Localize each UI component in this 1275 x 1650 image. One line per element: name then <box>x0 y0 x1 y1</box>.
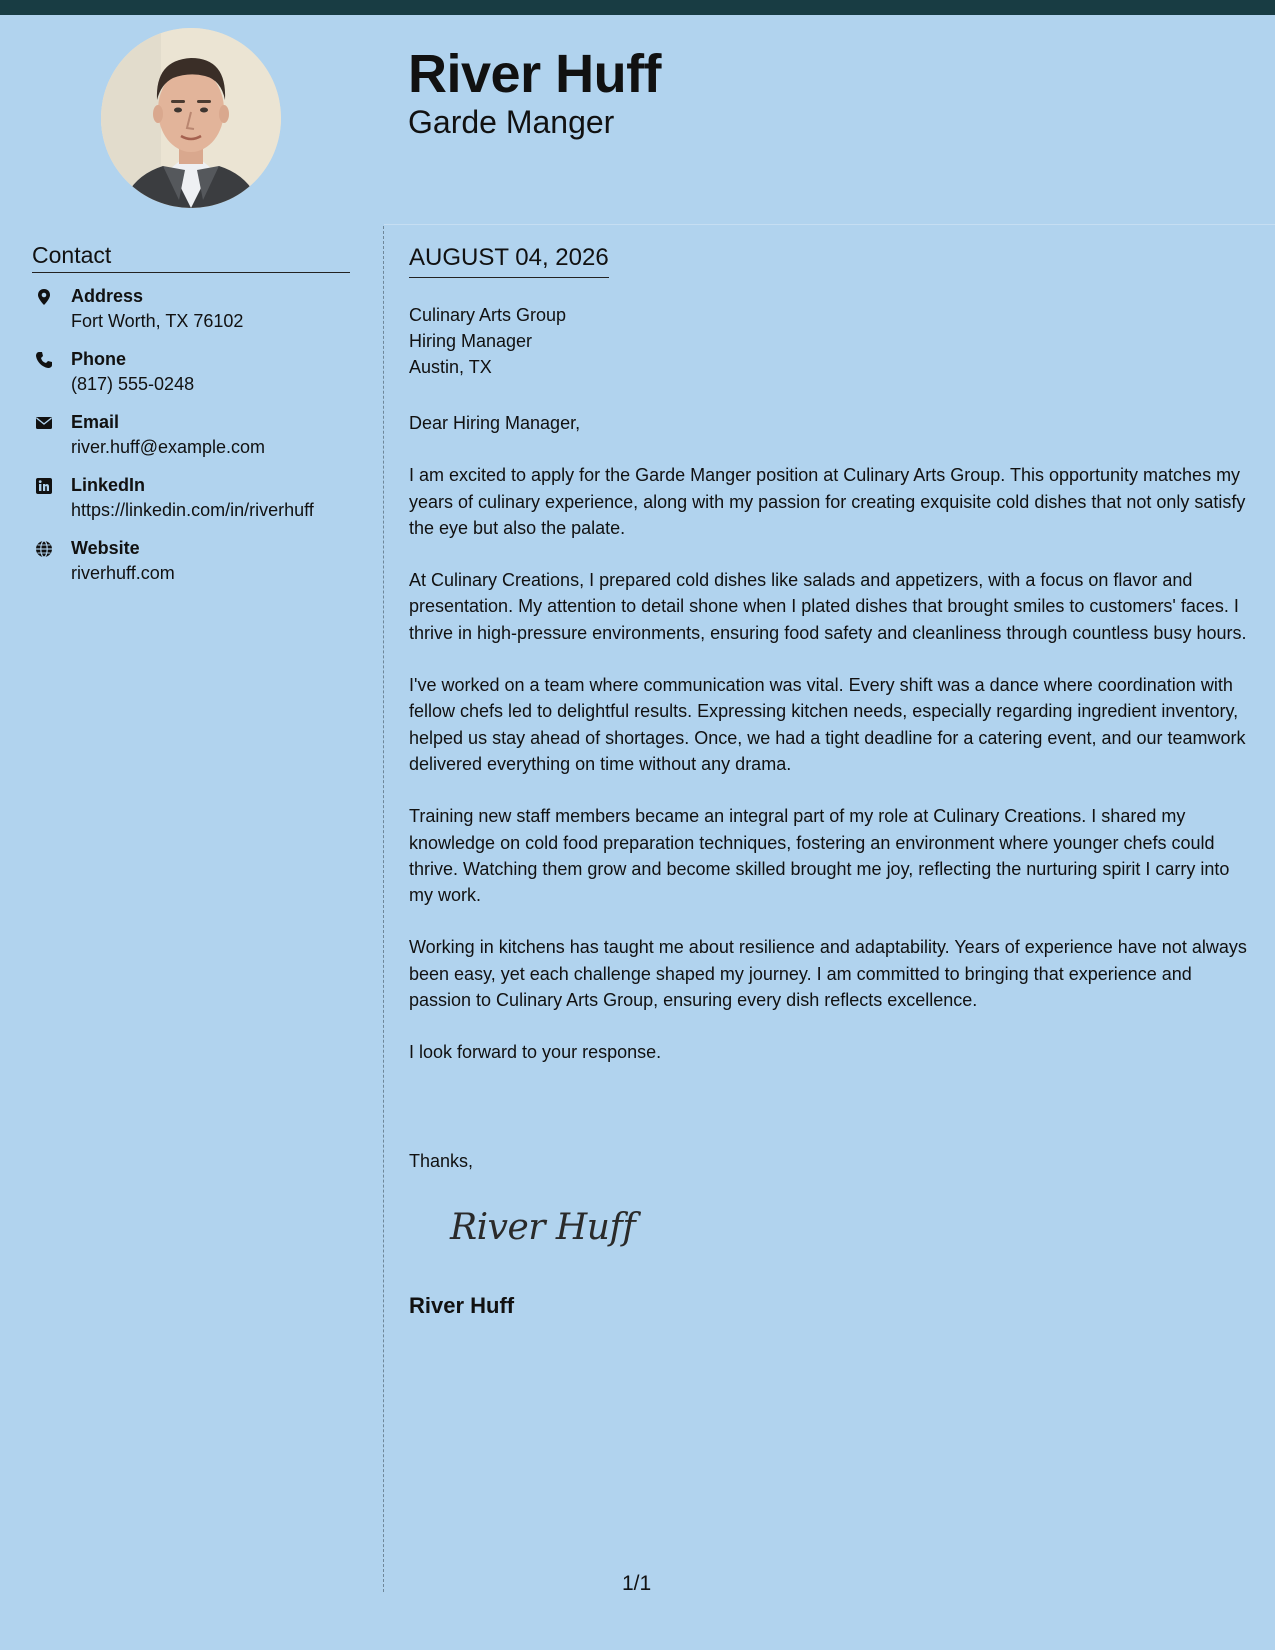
contact-item-email <box>32 410 362 473</box>
header-divider <box>384 224 1275 225</box>
email-icon <box>35 414 53 432</box>
email-value[interactable]: river.huff@example.com <box>71 437 266 457</box>
contact-label: Email <box>71 412 120 432</box>
recipient-location: Austin, TX <box>409 357 492 377</box>
linkedin-icon <box>35 477 53 495</box>
contact-item-linkedin <box>32 473 362 536</box>
letter-paragraph: I've worked on a team where communication was vital. Every shift was a dance where coordination with fellow chefs led to delightful results. Expressing kitchen needs, especially regarding ingredient inventory, helped us stay ahead of shortages. Once, we had a tight deadline for a catering event, and our teamwork delivered everything on time without any drama. <box>409 675 1246 774</box>
contact-label: Phone <box>71 349 127 369</box>
closing-line: I look forward to your response. <box>409 1042 662 1063</box>
letter-paragraph: At Culinary Creations, I prepared cold dishes like salads and appetizers, with a focus on flavor and presentation. My attention to detail shone when I plated dishes that brought smiles to customers' faces. I thrive in high-pressure environments, ensuring food safety and cleanliness through countless busy hours. <box>409 570 1247 643</box>
recipient-company: Culinary Arts Group <box>409 305 567 325</box>
phone-value: (817) 555-0248 <box>71 374 195 394</box>
contact-item-website <box>32 536 362 599</box>
linkedin-value[interactable]: https://linkedin.com/in/riverhuff <box>71 500 314 520</box>
letter-date: AUGUST 04, 2026 <box>409 242 609 278</box>
signer-name: River Huff <box>409 1293 515 1318</box>
contact-item-address <box>32 284 362 347</box>
address-value: Fort Worth, TX 76102 <box>71 311 244 331</box>
website-value[interactable]: riverhuff.com <box>71 563 175 583</box>
applicant-name: River Huff <box>408 44 662 104</box>
job-title: Garde Manger <box>408 104 615 140</box>
letter-body <box>409 410 1254 1092</box>
salutation: Dear Hiring Manager, <box>409 413 581 433</box>
phone-icon <box>35 351 53 369</box>
globe-icon <box>35 540 53 558</box>
contact-label: Address <box>71 286 144 306</box>
column-divider <box>383 226 384 1592</box>
recipient-block <box>409 302 566 380</box>
contact-label: LinkedIn <box>71 475 146 495</box>
signature: River Huff <box>450 1207 636 1248</box>
location-pin-icon <box>35 288 53 306</box>
letter-paragraph: Training new staff members became an integral part of my role at Culinary Creations. I shared my knowledge on cold food preparation techniques, fostering an environment where younger chefs could thrive. Watching them grow and become skilled brought me joy, reflecting the nurturing spirit I carry into my work. <box>409 806 1230 906</box>
contact-item-phone <box>32 347 362 410</box>
profile-photo <box>101 28 281 208</box>
recipient-role: Hiring Manager <box>409 331 533 351</box>
contact-heading: Contact <box>32 240 350 273</box>
letter-paragraph: Working in kitchens has taught me about resilience and adaptability. Years of experience have not always been easy, yet each challenge shaped my journey. I am committed to bringing that experience and passion to Culinary Arts Group, ensuring every dish reflects excellence. <box>409 937 1247 1011</box>
signoff: Thanks, <box>409 1151 474 1171</box>
contact-label: Website <box>71 538 140 558</box>
page-number: 1/1 <box>622 1572 652 1595</box>
contact-list <box>32 284 362 599</box>
top-bar <box>0 0 1275 15</box>
letter-paragraph: I am excited to apply for the Garde Manger position at Culinary Arts Group. This opportunity matches my years of culinary experience, along with my passion for creating exquisite cold dishes that not only satisfy the eye but also the palate. <box>409 465 1246 538</box>
